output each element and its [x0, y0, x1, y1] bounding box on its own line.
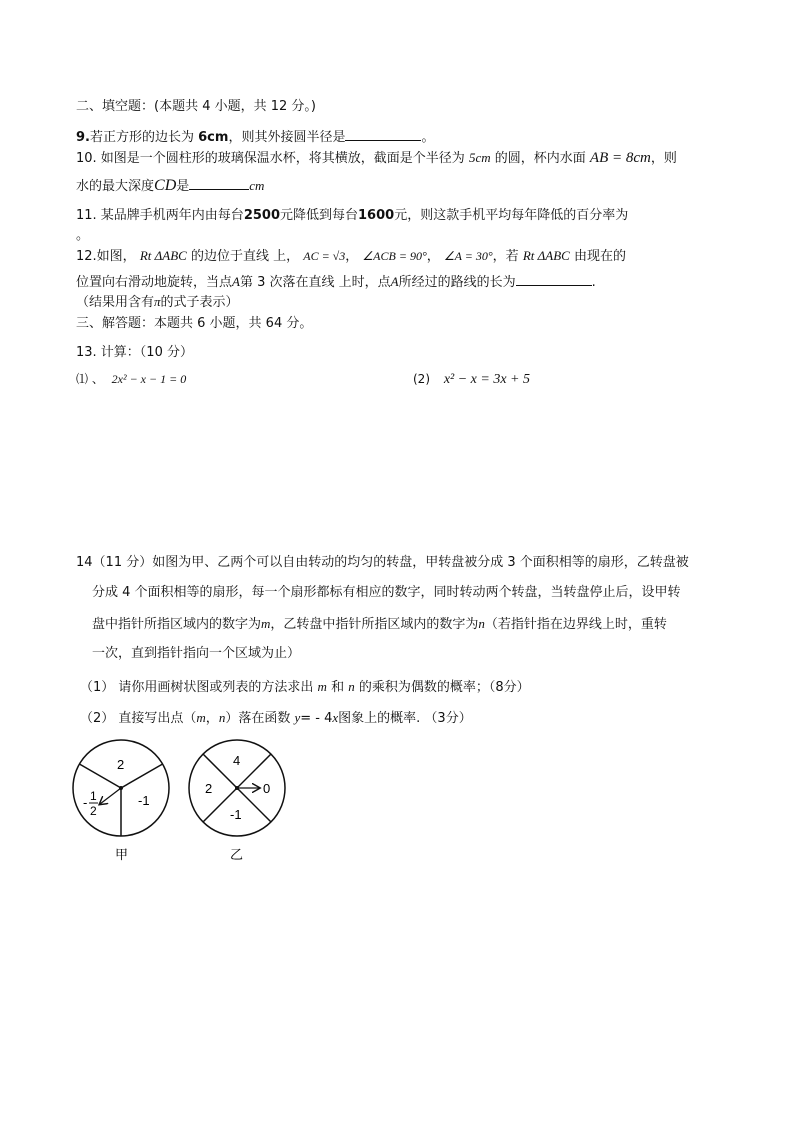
- q12-answer-blank[interactable]: [516, 272, 592, 286]
- q11-price-1: 2500: [243, 208, 280, 223]
- q14-text-a: 盘中指针所指区域内的数字为: [92, 617, 262, 632]
- spinner-jia-sector-left-denominator: 2: [90, 804, 97, 818]
- q12-text-d: 由现在的: [573, 249, 626, 264]
- question-14-line-4: 一次，直到指针指向一个区域为止）: [92, 646, 301, 661]
- spinner-yi-sector-bottom: -1: [230, 807, 242, 822]
- q10-text-e: 是: [176, 179, 190, 194]
- q14-sub1-n: n: [348, 679, 355, 694]
- spinner-yi-sector-left: 2: [205, 781, 213, 796]
- q9-end: 。: [421, 130, 435, 145]
- question-14-sub-1: [80, 677, 721, 698]
- q10-text-b: 的圆，杯内水面: [494, 151, 586, 166]
- spinner-yi-sector-right: 0: [263, 781, 271, 796]
- q12-text-c: ，若: [492, 249, 519, 264]
- q12-angle-a: ∠A = 30°: [443, 249, 493, 263]
- q10-text-a: 10. 如图是一个圆柱形的玻璃保温水杯，将其横放，截面是个半径为: [76, 151, 465, 166]
- question-14-line-3: [92, 614, 721, 635]
- q12-text-e: 位置向右滑动地旋转，当点: [76, 275, 233, 290]
- spinner-yi-caption: 乙: [230, 848, 244, 863]
- q9-answer-blank[interactable]: [345, 127, 421, 141]
- question-10-line-1: [76, 148, 721, 169]
- q14-var-n: n: [478, 616, 485, 631]
- q11-text-a: 11. 某品牌手机两年内由每台: [76, 208, 244, 223]
- spinner-yi-sector-top: 4: [233, 753, 241, 768]
- q14-text-c: （若指针指在边界线上时，重转: [484, 617, 667, 632]
- q11-price-2: 1600: [358, 208, 395, 223]
- q14-var-m: m: [261, 616, 271, 631]
- question-14-sub-2: [80, 708, 721, 729]
- q14-sub2-y: y: [294, 710, 301, 725]
- q12-text-i: 的式子表示）: [160, 295, 239, 310]
- q10-cd: CD: [154, 177, 177, 194]
- q13-part-2-equation: x² − x = 3x + 5: [443, 372, 531, 387]
- q12-text-h: （结果用含有: [76, 295, 155, 310]
- q13-part-1-equation: 2x² − x − 1 = 0: [111, 372, 187, 386]
- spinner-jia-sector-left-numerator: 1: [90, 789, 97, 803]
- question-10-line-2: [76, 176, 721, 197]
- q14-sub2-m: m: [196, 710, 206, 725]
- q12-angle-acb: ∠ACB = 90°: [362, 249, 427, 263]
- question-12-line-2: [76, 272, 721, 293]
- q10-answer-blank[interactable]: [189, 176, 249, 190]
- q12-text-f: 第 3 次落在直线 上时，点: [239, 275, 391, 290]
- q13-part-1-label: ⑴ 、: [76, 372, 104, 386]
- q12-point-a: A: [232, 274, 240, 289]
- q9-text-b: ，则其外接圆半径是: [228, 130, 346, 145]
- q14-sub2-x: x: [332, 710, 339, 725]
- question-12-line-1: 12.如图， Rt ΔABC 的边位于直线 上， AC = √3， ∠ACB = 90°， ∠A = 30°，若 Rt ΔABC 由现在的: [76, 248, 626, 264]
- q12-text-g: 所经过的路线的长为: [398, 275, 516, 290]
- q14-sub1-m: m: [317, 679, 327, 694]
- question-11-line-1: [76, 206, 721, 226]
- q14-sub2-text-e: 图象上的概率. （3分）: [338, 711, 472, 726]
- q11-text-b: 元降低到每台: [280, 208, 359, 223]
- q14-sub1-text-a: （1） 请你用画树状图或列表的方法求出: [80, 680, 314, 695]
- q14-sub2-n: n: [218, 710, 226, 725]
- q14-sub1-text-b: 和: [331, 680, 345, 695]
- q12-triangle-2: Rt ΔABC: [522, 248, 570, 263]
- question-12-line-3: [76, 292, 721, 313]
- spinner-jia-caption: 甲: [115, 848, 129, 863]
- q11-text-c: 元，则这款手机平均每年降低的百分率为: [394, 208, 629, 223]
- q12-pi: π: [154, 294, 161, 309]
- q10-text-c: ，则: [650, 151, 677, 166]
- question-14-line-1: 14（11 分）如图为甲、乙两个可以自由转动的均匀的转盘，甲转盘被分成 3 个面积相等的扇形，乙转盘被: [76, 555, 689, 570]
- q14-sub2-text-b: ，: [205, 711, 219, 726]
- q14-sub2-text-c: ）落在函数: [225, 711, 291, 726]
- q12-triangle: Rt ΔABC: [139, 248, 187, 263]
- spinner-jia-sector-top: 2: [117, 757, 125, 772]
- q14-sub2-text-a: （2） 直接写出点（: [80, 711, 197, 726]
- question-13-part-2: [413, 369, 721, 390]
- spinner-jia-sector-right: -1: [138, 793, 150, 808]
- section-2-title: 二、填空题：(本题共 4 小题，共 12 分。): [76, 99, 316, 114]
- question-13-title: 13. 计算：（10 分）: [76, 345, 193, 360]
- q9-number: 9.: [76, 130, 90, 145]
- q12-end: .: [591, 275, 596, 290]
- q9-value: 6cm: [198, 130, 229, 145]
- spinner-jia: [73, 740, 169, 863]
- spinner-jia-sector-left-sign: -: [83, 795, 88, 810]
- q10-ab-equation: AB = 8cm: [589, 150, 651, 166]
- q12-point-a-2: A: [390, 274, 399, 289]
- q12-ac: AC = √3: [303, 249, 346, 263]
- q12-text-b: 的边位于直线 上，: [190, 249, 300, 264]
- q10-radius: 5cm: [468, 150, 491, 165]
- q14-text-b: ，乙转盘中指针所指区域内的数字为: [270, 617, 479, 632]
- spinner-yi: [189, 740, 285, 863]
- spinner-figure: [66, 738, 296, 868]
- section-3-title: 三、解答题：本题共 6 小题，共 64 分。: [76, 316, 313, 331]
- q12-text-a: 12.如图，: [76, 249, 136, 264]
- q14-sub2-text-d: = - 4: [300, 711, 333, 726]
- question-11-line-2: 。: [76, 228, 90, 243]
- q13-part-2-label: (2): [413, 372, 430, 386]
- q10-unit: cm: [249, 178, 265, 193]
- q10-text-d: 水的最大深度: [76, 179, 155, 194]
- q9-text-a: 若正方形的边长为: [89, 130, 194, 145]
- q14-sub1-text-c: 的乘积为偶数的概率；（8分）: [358, 680, 530, 695]
- question-14-line-2: 分成 4 个面积相等的扇形，每一个扇形都标有相应的数字，同时转动两个转盘，当转盘停止后，设甲转: [92, 585, 681, 600]
- question-9: [76, 127, 721, 148]
